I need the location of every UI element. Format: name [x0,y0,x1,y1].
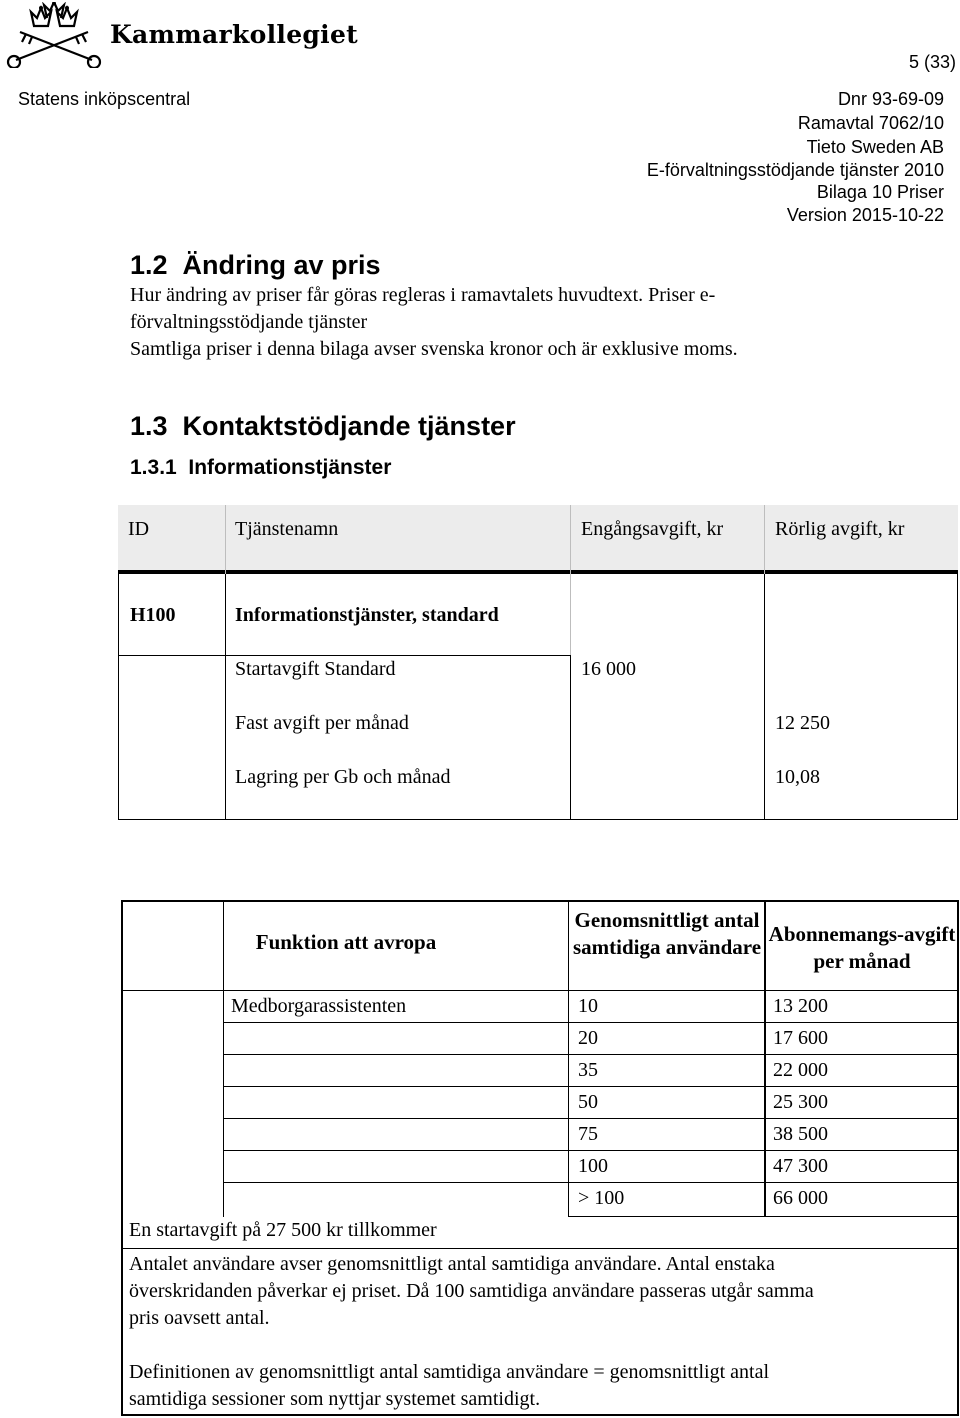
users-note-line-3: pris oavsett antal. [129,1307,270,1329]
col-header-concurrent-users: Genomsnittligt antal samtidiga användare [572,908,762,959]
users-value: 100 [578,1155,608,1177]
row-name: Lagring per Gb och månad [235,766,451,788]
fee-value: 47 300 [773,1155,828,1177]
definition-note-line-2: samtidiga sessioner som nyttjar systemet samtidigt. [129,1388,541,1410]
crown-keys-logo [4,2,104,68]
group-name: Informationstjänster, standard [235,604,499,626]
row-name: Startavgift Standard [235,658,396,680]
col-header-service-name: Tjänstenamn [235,518,339,540]
table-header-rule [118,570,958,574]
users-value: > 100 [578,1187,625,1209]
row-name: Fast avgift per månad [235,712,409,734]
organization-name: Statens inköpscentral [18,89,191,109]
fee-value: 38 500 [773,1123,828,1145]
col-header-variable-fee: Rörlig avgift, kr [775,518,905,540]
fee-value: 22 000 [773,1059,828,1081]
users-value: 50 [578,1091,598,1113]
section-1-2-heading: 1.2 Ändring av pris [130,250,381,280]
fee-value: 13 200 [773,995,828,1017]
supplier-line: Tieto Sweden AB [806,137,944,157]
section-1-2-line-1: Hur ändring av priser får göras regleras i ramavtalets huvudtext. Priser e- [130,284,716,306]
section-1-3-heading: 1.3 Kontaktstödjande tjänster [130,411,516,441]
users-value: 20 [578,1027,598,1049]
col-header-id: ID [128,518,150,540]
fee-value: 66 000 [773,1187,828,1209]
row-variable-fee: 12 250 [775,712,830,734]
brand-name: Kammarkollegiet [110,20,359,49]
fee-value: 17 600 [773,1027,828,1049]
group-id: H100 [130,604,176,626]
users-note-line-2: överskridanden påverkar ej priset. Då 100 samtidiga användare passeras utgår samma [129,1280,814,1302]
row-one-time-fee: 16 000 [581,658,636,680]
users-value: 10 [578,995,598,1017]
section-1-3-1-heading: 1.3.1 Informationstjänster [130,456,392,479]
col-header-subscription-fee: Abonnemangs-avgift per månad [768,922,956,973]
function-name: Medborgarassistenten [231,995,407,1017]
section-1-2-line-2: förvaltningsstödjande tjänster [130,311,368,333]
start-fee-note: En startavgift på 27 500 kr tillkommer [129,1219,437,1241]
definition-note-line-1: Definitionen av genomsnittligt antal samtidiga användare = genomsnittligt antal [129,1361,770,1383]
users-note-line-1: Antalet användare avser genomsnittligt antal samtidiga användare. Antal enstaka [129,1253,775,1275]
row-variable-fee: 10,08 [775,766,820,788]
dnr-line: Dnr 93-69-09 [837,89,944,109]
col-header-function: Funktion att avropa [255,930,437,954]
fee-value: 25 300 [773,1091,828,1113]
users-value: 35 [578,1059,598,1081]
contract-line: Ramavtal 7062/10 [797,113,944,133]
appendix-line: Bilaga 10 Priser [816,182,944,202]
page-number: 5 (33) [908,52,956,72]
service-line: E-förvaltningsstödjande tjänster 2010 [646,160,944,180]
col-header-one-time-fee: Engångsavgift, kr [581,518,724,540]
version-line: Version 2015-10-22 [786,205,944,225]
section-1-2-line-3: Samtliga priser i denna bilaga avser svenska kronor och är exklusive moms. [130,338,738,360]
users-value: 75 [578,1123,598,1145]
